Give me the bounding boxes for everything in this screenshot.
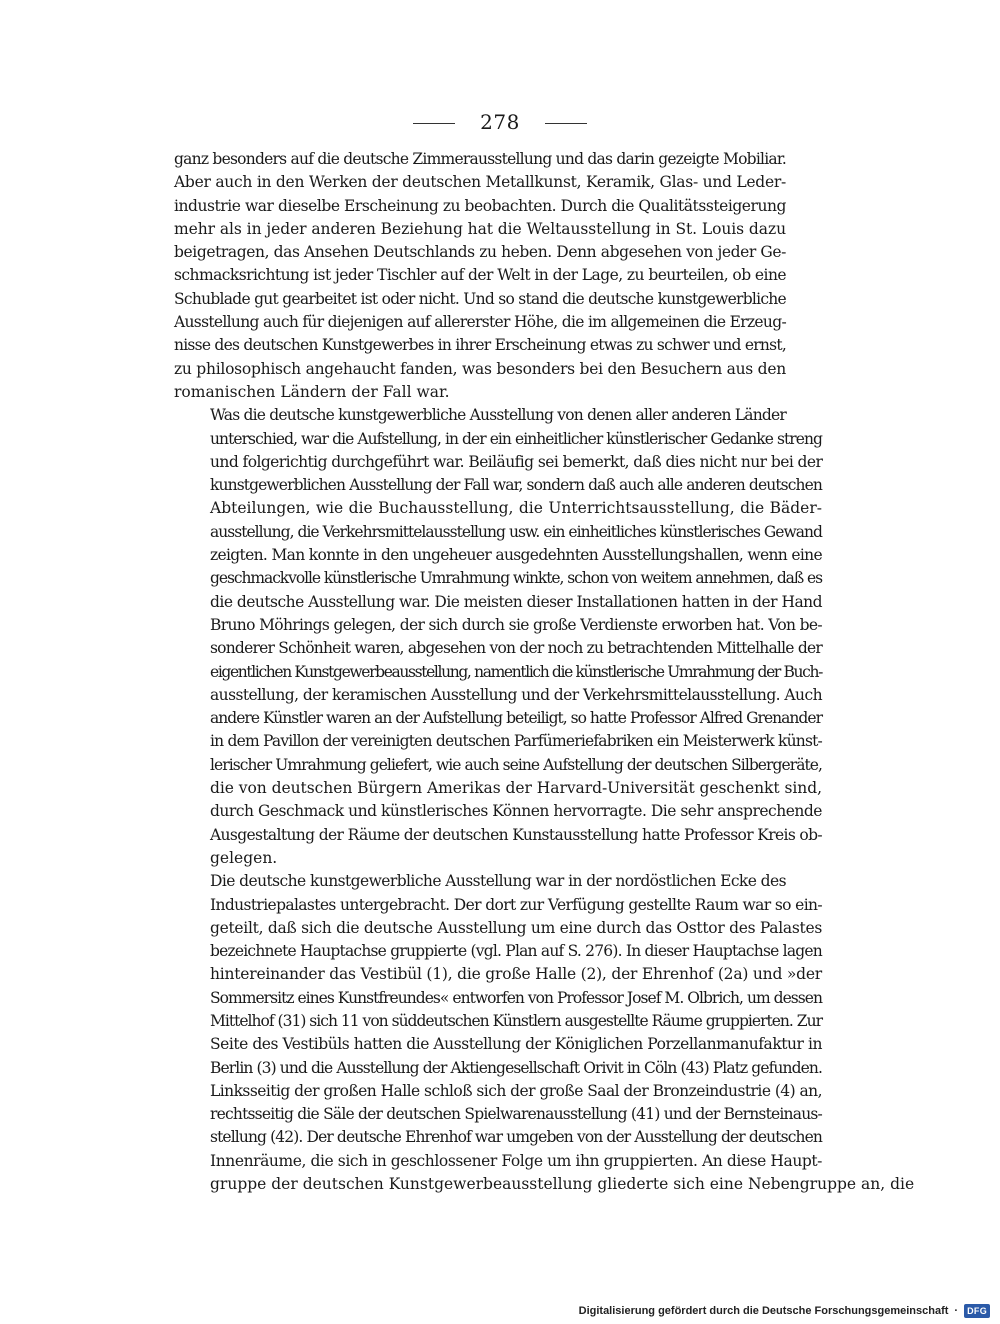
dfg-logo-icon: DFG — [964, 1304, 990, 1318]
header-rule-left — [413, 123, 455, 124]
text-line: Was die deutsche kunstgewerbliche Ausstellung von denen aller anderen Länder — [210, 406, 786, 425]
text-line: zeigten. Man konnte in den ungeheuer ausgedehnten Ausstellungshallen, wenn eine — [210, 546, 822, 565]
text-line: mehr als in jeder anderen Beziehung hat die Weltausstellung in St. Louis dazu — [174, 219, 786, 238]
text-line: bezeichnete Hauptachse gruppierte (vgl. Plan auf S. 276). In dieser Hauptachse lagen — [210, 942, 822, 961]
text-line: ganz besonders auf die deutsche Zimmerausstellung und das darin gezeigte Mobiliar. — [174, 150, 786, 168]
text-line: in dem Pavillon der vereinigten deutschen Parfümeriefabriken ein Meisterwerk künst- — [210, 732, 822, 751]
page-number: 278 — [480, 110, 520, 134]
text-line: beigetragen, das Ansehen Deutschlands zu heben. Denn abgesehen von jeder Ge- — [174, 243, 786, 262]
text-line: kunstgewerblichen Ausstellung der Fall war, sondern daß auch alle anderen deutschen — [210, 476, 822, 495]
body-text — [174, 148, 915, 1196]
text-line: Die deutsche kunstgewerbliche Ausstellung war in der nordöstlichen Ecke des — [210, 872, 786, 891]
text-line: eigentlichen Kunstgewerbeausstellung, namentlich die künstlerische Umrahmung der Buch- — [210, 662, 822, 681]
text-line: die deutsche Ausstellung war. Die meisten dieser Installationen hatten in der Hand — [210, 592, 822, 611]
text-line: gelegen. — [210, 848, 278, 867]
text-line: industrie war dieselbe Erscheinung zu beobachten. Durch die Qualitätssteigerung — [174, 196, 786, 215]
text-line: rechtsseitig die Säle der deutschen Spielwarenausstellung (41) und der Bernsteinaus- — [210, 1105, 822, 1124]
text-line: Mittelhof (31) sich 11 von süddeutschen Künstlern ausgestellte Räume gruppierten. Zur — [210, 1011, 822, 1030]
footer-credit-text: Digitalisierung gefördert durch die Deutsche Forschungsgemeinschaft — [578, 1305, 949, 1317]
text-line: Berlin (3) und die Ausstellung der Aktiengesellschaft Orivit in Cöln (43) Platz gefunden. — [210, 1058, 822, 1077]
text-line: Abteilungen, wie die Buchausstellung, die Unterrichtsausstellung, die Bäder- — [210, 499, 822, 518]
text-line: gruppe der deutschen Kunstgewerbeausstellung gliederte sich eine Nebengruppe an, die — [210, 1175, 915, 1194]
text-line: Ausgestaltung der Räume der deutschen Kunstausstellung hatte Professor Kreis ob- — [210, 825, 822, 844]
text-line: Industriepalastes untergebracht. Der dort zur Verfügung gestellte Raum war so ein- — [210, 895, 822, 914]
paragraph — [174, 404, 823, 870]
text-line: schmacksrichtung ist jeder Tischler auf der Welt in der Lage, zu beurteilen, ob eine — [174, 266, 786, 285]
footer-credit: Digitalisierung gefördert durch die Deutsche Forschungsgemeinschaft · DFG — [579, 1304, 990, 1318]
text-line: sonderer Schönheit waren, abgesehen von der noch zu betrachtenden Mittelhalle der — [210, 639, 822, 658]
text-line: unterschied, war die Aufstellung, in der ein einheitlicher künstlerischer Gedanke streng — [210, 429, 822, 448]
header-rule-right — [545, 123, 587, 124]
text-line: Seite des Vestibüls hatten die Ausstellung der Königlichen Porzellanmanufaktur in — [210, 1035, 822, 1054]
text-line: nisse des deutschen Kunstgewerbes in ihrer Erscheinung etwas zu schwer und ernst, — [174, 336, 786, 355]
text-line: ausstellung, die Verkehrsmittelausstellung usw. ein einheitliches künstlerisches Gewand — [210, 522, 822, 541]
text-line: ausstellung, der keramischen Ausstellung und der Verkehrsmittelausstellung. Auch — [210, 685, 822, 704]
text-line: stellung (42). Der deutsche Ehrenhof war umgeben von der Ausstellung der deutschen — [210, 1128, 822, 1147]
text-line: Bruno Möhrings gelegen, der sich durch sie große Verdienste erworben hat. Von be- — [210, 615, 822, 634]
paragraph — [174, 870, 915, 1196]
text-line: zu philosophisch angehaucht fanden, was besonders bei den Besuchern aus den — [174, 359, 786, 378]
paragraph — [174, 148, 786, 404]
text-line: die von deutschen Bürgern Amerikas der Harvard-Universität geschenkt sind, — [210, 779, 822, 798]
text-line: Innenräume, die sich in geschlossener Folge um ihn gruppierten. An diese Haupt- — [210, 1151, 822, 1170]
text-line: lerischer Umrahmung geliefert, wie auch seine Aufstellung der deutschen Silbergeräte, — [210, 755, 822, 774]
text-line: und folgerichtig durchgeführt war. Beiläufig sei bemerkt, daß dies nicht nur bei der — [210, 452, 823, 471]
text-line: Aber auch in den Werken der deutschen Metallkunst, Keramik, Glas- und Leder- — [174, 173, 786, 192]
text-line: andere Künstler waren an der Aufstellung beteiligt, so hatte Professor Alfred Grenander — [210, 709, 822, 728]
text-line: geteilt, daß sich die deutsche Ausstellung um eine durch das Osttor des Palastes — [210, 918, 822, 937]
text-line: geschmackvolle künstlerische Umrahmung winkte, schon von weitem annehmen, daß es — [210, 569, 823, 588]
text-line: romanischen Ländern der Fall war. — [174, 382, 450, 401]
page-number-header — [0, 110, 1000, 134]
text-line: Schublade gut gearbeitet ist oder nicht. Und so stand die deutsche kunstgewerbliche — [174, 289, 786, 308]
text-line: Linksseitig der großen Halle schloß sich der große Saal der Bronzeindustrie (4) an, — [210, 1081, 822, 1100]
text-line: durch Geschmack und künstlerisches Können hervorragte. Die sehr ansprechende — [210, 802, 822, 821]
text-line: Sommersitz eines Kunstfreundes« entworfen von Professor Josef M. Olbrich, um dessen — [210, 988, 822, 1007]
text-line: hintereinander das Vestibül (1), die große Halle (2), der Ehrenhof (2a) und »der — [210, 965, 822, 984]
text-line: Ausstellung auch für diejenigen auf allererster Höhe, die im allgemeinen die Erzeug- — [174, 313, 786, 332]
